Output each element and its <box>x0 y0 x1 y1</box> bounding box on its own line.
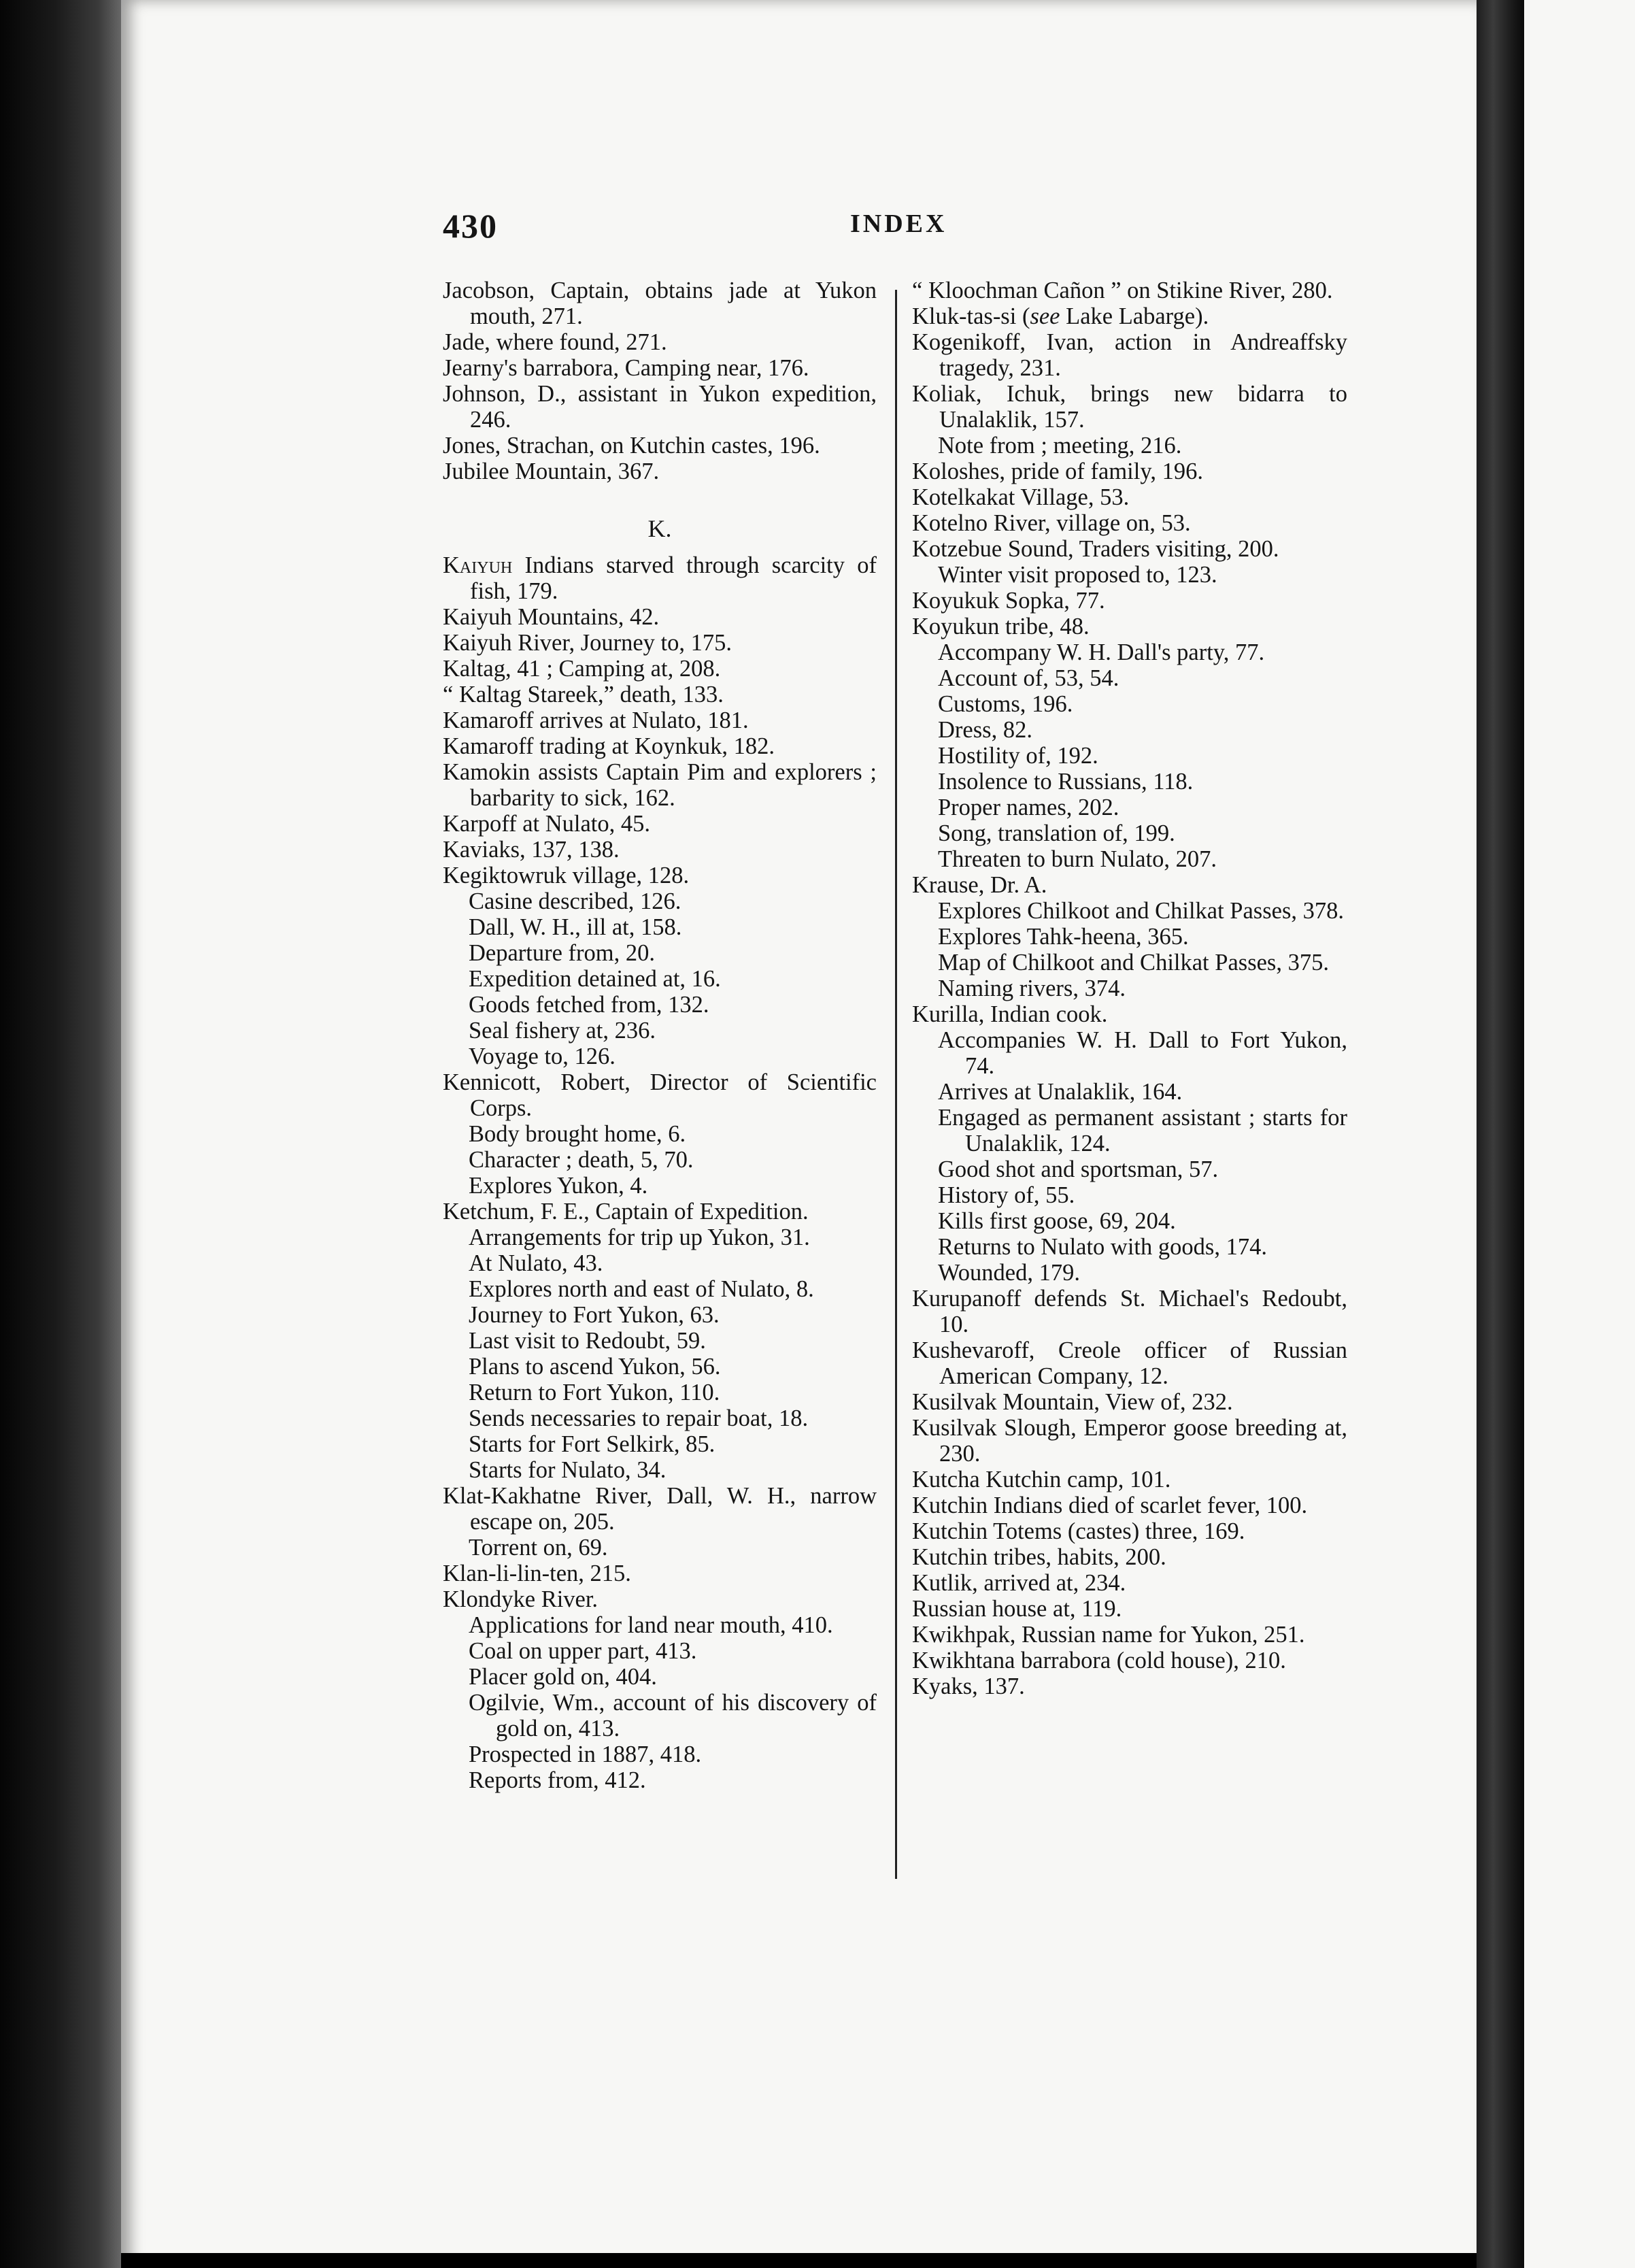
index-entry: Kaltag, 41 ; Camping at, 208. <box>443 656 721 682</box>
index-subentry: Returns to Nulato with goods, 174. <box>938 1234 1267 1260</box>
index-entry: Koyukun tribe, 48. <box>912 614 1090 639</box>
index-entry: Krause, Dr. A. <box>912 872 1047 898</box>
index-entry: Koloshes, pride of family, 196. <box>912 458 1203 484</box>
index-entry: Klondyke River. <box>443 1586 599 1612</box>
running-head: INDEX <box>850 210 947 238</box>
index-entry: Kurupanoff defends St. Michael's Redoubt, 10. <box>912 1286 1347 1337</box>
index-entry: Kaiyuh River, Journey to, 175. <box>443 630 732 656</box>
index-subentry: Explores Yukon, 4. <box>469 1173 648 1199</box>
index-subentry: Coal on upper part, 413. <box>469 1638 697 1664</box>
index-entry: Kutchin tribes, habits, 200. <box>912 1544 1166 1570</box>
index-subentry: Customs, 196. <box>938 691 1073 717</box>
index-entry: Kamaroff trading at Koynkuk, 182. <box>443 733 775 759</box>
index-subentry: Goods fetched from, 132. <box>469 992 709 1018</box>
index-entry: Koyukuk Sopka, 77. <box>912 588 1105 614</box>
index-entry: Kwikhpak, Russian name for Yukon, 251. <box>912 1622 1305 1648</box>
index-entry: Kamaroff arrives at Nulato, 181. <box>443 707 749 733</box>
index-entry: Kennicott, Robert, Director of Scientific Corps. <box>443 1069 877 1121</box>
index-entry: Kamokin assists Captain Pim and explorers ; barbarity to sick, 162. <box>443 759 877 811</box>
bottom-edge <box>121 2253 1477 2268</box>
index-subentry: Arrives at Unalaklik, 164. <box>938 1079 1183 1105</box>
index-entry: Kutchin Indians died of scarlet fever, 100. <box>912 1492 1308 1518</box>
index-subentry: Accompany W. H. Dall's party, 77. <box>938 639 1265 665</box>
index-entry: Kaiyuh Mountains, 42. <box>443 604 660 630</box>
index-subentry: History of, 55. <box>938 1182 1075 1208</box>
index-entry: Kusilvak Mountain, View of, 232. <box>912 1389 1233 1415</box>
index-subentry: Winter visit proposed to, 123. <box>938 562 1217 588</box>
index-subentry: Accompanies W. H. Dall to Fort Yukon, 74. <box>938 1027 1347 1079</box>
index-subentry: Torrent on, 69. <box>469 1535 608 1561</box>
index-entry: Russian house at, 119. <box>912 1596 1122 1622</box>
index-subentry: Proper names, 202. <box>938 795 1119 820</box>
index-entry: Klan-li-lin-ten, 215. <box>443 1561 631 1586</box>
index-subentry: Dress, 82. <box>938 717 1032 743</box>
index-entry <box>912 303 1347 329</box>
index-subentry: Journey to Fort Yukon, 63. <box>469 1302 720 1328</box>
index-subentry: Reports from, 412. <box>469 1767 646 1793</box>
entry-text: Lake Labarge). <box>1060 303 1209 329</box>
index-entry <box>443 552 877 604</box>
index-subentry: Explores north and east of Nulato, 8. <box>469 1276 814 1302</box>
entry-headword: Kaiyuh <box>443 552 513 578</box>
index-entry: Kotelkakat Village, 53. <box>912 484 1130 510</box>
page-edge-strip <box>1477 0 1524 2268</box>
index-subentry: Arrangements for trip up Yukon, 31. <box>469 1224 810 1250</box>
index-subentry: Casine described, 126. <box>469 888 681 914</box>
entry-text: Indians starved through scarcity of fish, 179. <box>470 552 877 604</box>
index-entry: Jubilee Mountain, 367. <box>443 458 660 484</box>
index-entry: Kwikhtana barrabora (cold house), 210. <box>912 1648 1286 1673</box>
index-subentry: Starts for Fort Selkirk, 85. <box>469 1431 715 1457</box>
index-subentry: Character ; death, 5, 70. <box>469 1147 694 1173</box>
index-entry: “ Kaltag Stareek,” death, 133. <box>443 682 724 707</box>
index-subentry: Engaged as permanent assistant ; starts for Unalaklik, 124. <box>938 1105 1347 1156</box>
index-subentry: Naming rivers, 374. <box>938 975 1126 1001</box>
index-subentry: Expedition detained at, 16. <box>469 966 721 992</box>
index-subentry: Body brought home, 6. <box>469 1121 686 1147</box>
index-subentry: Departure from, 20. <box>469 940 655 966</box>
index-subentry: Note from ; meeting, 216. <box>938 433 1182 458</box>
index-subentry: At Nulato, 43. <box>469 1250 603 1276</box>
section-letter: K. <box>647 515 672 542</box>
index-subentry: Sends necessaries to repair boat, 18. <box>469 1405 809 1431</box>
index-subentry: Account of, 53, 54. <box>938 665 1119 691</box>
index-entry: Kotelno River, village on, 53. <box>912 510 1191 536</box>
index-subentry: Prospected in 1887, 418. <box>469 1741 702 1767</box>
book-gutter-shadow <box>0 0 122 2268</box>
index-subentry: Explores Tahk-heena, 365. <box>938 924 1189 950</box>
index-entry: Johnson, D., assistant in Yukon expedition, 246. <box>443 381 877 433</box>
index-entry: Kushevaroff, Creole officer of Russian American Company, 12. <box>912 1337 1347 1389</box>
index-entry: Kutcha Kutchin camp, 101. <box>912 1467 1171 1492</box>
index-subentry: Map of Chilkoot and Chilkat Passes, 375. <box>938 950 1329 975</box>
index-entry: Kyaks, 137. <box>912 1673 1025 1699</box>
index-entry: Kutlik, arrived at, 234. <box>912 1570 1126 1596</box>
entry-italic: see <box>1030 303 1060 329</box>
index-subentry: Placer gold on, 404. <box>469 1664 657 1690</box>
index-entry: Kotzebue Sound, Traders visiting, 200. <box>912 536 1279 562</box>
index-subentry: Ogilvie, Wm., account of his discovery of gold on, 413. <box>469 1690 877 1741</box>
index-entry: Jones, Strachan, on Kutchin castes, 196. <box>443 433 820 458</box>
index-subentry: Last visit to Redoubt, 59. <box>469 1328 706 1354</box>
index-entry: Kaviaks, 137, 138. <box>443 837 620 863</box>
index-subentry: Voyage to, 126. <box>469 1044 616 1069</box>
index-subentry: Applications for land near mouth, 410. <box>469 1612 833 1638</box>
index-entry: Jearny's barrabora, Camping near, 176. <box>443 355 809 381</box>
index-subentry: Seal fishery at, 236. <box>469 1018 656 1044</box>
index-entry: Kusilvak Slough, Emperor goose breeding at, 230. <box>912 1415 1347 1467</box>
index-column-right <box>912 278 1347 1699</box>
index-subentry: Hostility of, 192. <box>938 743 1098 769</box>
index-entry: Jacobson, Captain, obtains jade at Yukon mouth, 271. <box>443 278 877 329</box>
index-subentry: Threaten to burn Nulato, 207. <box>938 846 1217 872</box>
index-entry: Koliak, Ichuk, brings new bidarra to Unalaklik, 157. <box>912 381 1347 433</box>
index-entry: Karpoff at Nulato, 45. <box>443 811 650 837</box>
index-entry: Jade, where found, 271. <box>443 329 667 355</box>
index-entry: Klat-Kakhatne River, Dall, W. H., narrow escape on, 205. <box>443 1483 877 1535</box>
index-subentry: Song, translation of, 199. <box>938 820 1175 846</box>
page-number: 430 <box>443 207 498 245</box>
index-subentry: Explores Chilkoot and Chilkat Passes, 378. <box>938 898 1345 924</box>
index-subentry: Return to Fort Yukon, 110. <box>469 1380 720 1405</box>
index-subentry: Good shot and sportsman, 57. <box>938 1156 1219 1182</box>
index-entry: Kurilla, Indian cook. <box>912 1001 1108 1027</box>
index-subentry: Wounded, 179. <box>938 1260 1080 1286</box>
index-subentry: Dall, W. H., ill at, 158. <box>469 914 682 940</box>
index-entry: “ Kloochman Cañon ” on Stikine River, 280. <box>912 278 1333 303</box>
index-entry: Kegiktowruk village, 128. <box>443 863 690 888</box>
index-entry: Ketchum, F. E., Captain of Expedition. <box>443 1199 809 1224</box>
facing-page-edge <box>1524 0 1635 2268</box>
index-entry: Kogenikoff, Ivan, action in Andreaffsky tragedy, 231. <box>912 329 1347 381</box>
index-column-left <box>443 278 877 1793</box>
index-subentry: Plans to ascend Yukon, 56. <box>469 1354 721 1380</box>
index-subentry: Starts for Nulato, 34. <box>469 1457 667 1483</box>
entry-text: Kluk-tas-si ( <box>912 303 1030 329</box>
index-subentry: Insolence to Russians, 118. <box>938 769 1194 795</box>
index-entry: Kutchin Totems (castes) three, 169. <box>912 1518 1245 1544</box>
column-rule <box>895 290 897 1879</box>
index-subentry: Kills first goose, 69, 204. <box>938 1208 1176 1234</box>
